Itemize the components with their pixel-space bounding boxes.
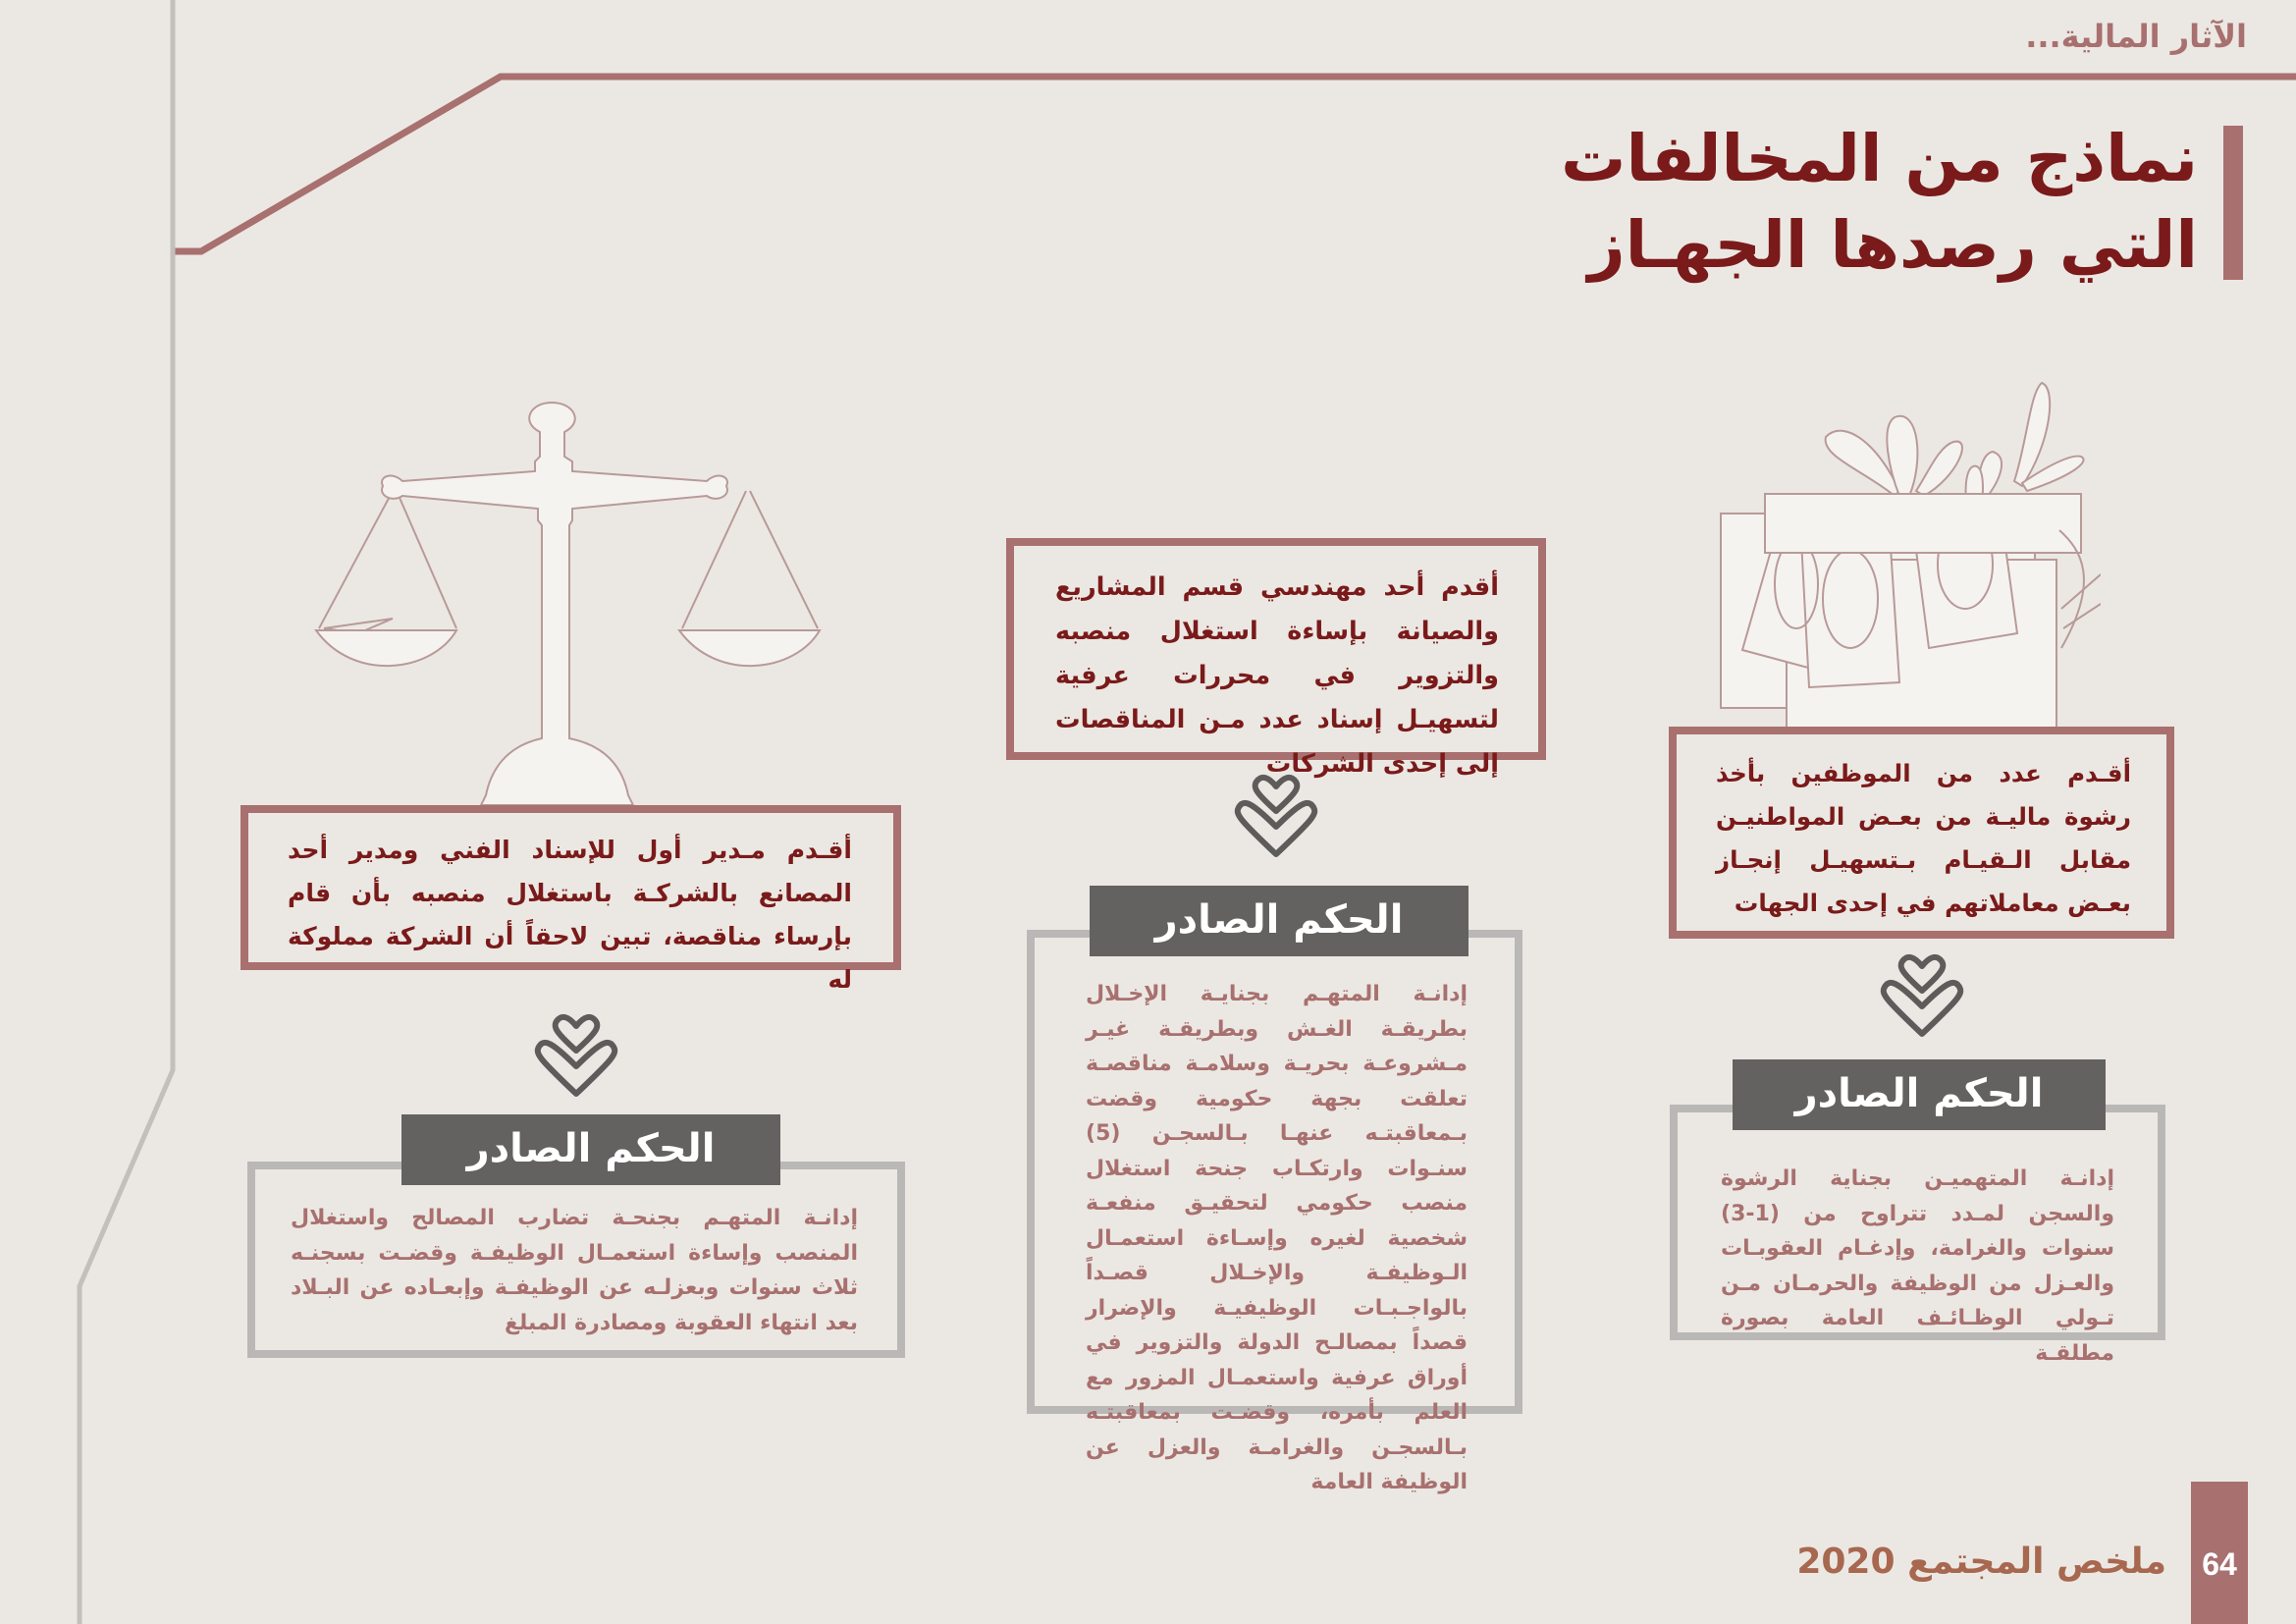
case-1-verdict-box — [1670, 1105, 2165, 1366]
case-3-violation-text: أقـدم مـدير أول للإسناد الفني ومدير أحد المصانع بالشركـة باستغلال منصبه بأن قام بإرساء مناقصة، تبين لاحقاً أن الشركة مملوكة له — [288, 836, 852, 994]
case-2-verdict-header: الحكم الصادر — [1090, 886, 1468, 956]
chevron-down-double-icon — [1229, 768, 1323, 862]
case-3-verdict-box — [247, 1162, 905, 1358]
page-title-line-1: نماذج من المخالفات — [1561, 121, 2198, 196]
case-3-verdict-text: إدانـة المتهـم بجنحـة تضارب المصالح واستغلال المنصب وإساءة استعمـال الوظيفـة وقضـت بسجنـه ثلاث سنوات وبعزلـه عن الوظيفـة وإبعـاده عن البـلاد بعد انتهاء العقوبة ومصادرة المبلغ — [291, 1206, 858, 1335]
chevron-down-double-icon — [529, 1007, 623, 1102]
case-2-verdict-text: إدانـة المتهـم بجنايـة الإخـلال بطريقـة الغـش وبطريقـة غيـر مـشروعـة بحريـة وسلامـة مناقصـة تعلقت بجهة حكومية وقضت بـمعاقبتـه عنهـا بـالسجـن (5) سنـوات وارتكـاب جنحة استغلال منصب حكومي لتحقيـق منفعـة شخصية لغيره وإسـاءة استعمـال الـوظيفـة والإخـلال قصـداً بالواجـبـات الوظيفيـة والإضرار قصداً بمصالـح الدولة والتزوير في أوراق عرفية واستعمـال المزور مع العلم بأمره، وقضـت بمعاقبتـه بـالسجـن والغرامـة والعزل عن الوظيفة العامة — [1086, 982, 1468, 1494]
case-2-violation-text: أقدم أحد مهندسي قسم المشاريع والصيانة بإساءة استغلال منصبه والتزوير في محررات عرفية لتسهيـل إسناد عدد مـن المناقصات إلى إحدى الشركات — [1055, 572, 1499, 779]
case-2-verdict-box — [1027, 930, 1522, 1494]
page-title — [1314, 116, 2198, 289]
case-1-violation-text: أقـدم عدد من الموظفين بأخذ رشوة ماليـة من بعـض المواطنيـن مقابل الـقيـام بـتسهيـل إنجـاز بعـض معاملاتهم في إحدى الجهات — [1716, 759, 2131, 917]
case-3-violation-box — [240, 805, 901, 994]
section-breadcrumb: الآثار المالية... — [2025, 18, 2247, 55]
page-title-line-2: التي رصدها الجهـاز — [1587, 207, 2198, 283]
publication-title: ملخص المجتمع 2020 — [1796, 1542, 2166, 1582]
case-1-verdict-text: إدانـة المتهميـن بجناية الرشوة والسجن لمـدد تتراوح من (1-3) سنوات والغرامة، وإدغـام العقوبـات والعـزل من الوظيفة والحرمـان مـن تـولي الوظـائـف العامة بصورة مطلقـة — [1721, 1166, 2114, 1366]
case-1-verdict-header: الحكم الصادر — [1733, 1059, 2106, 1130]
case-3-verdict-header: الحكم الصادر — [401, 1114, 780, 1185]
page-number: 64 — [2191, 1482, 2248, 1624]
case-2-violation-box — [1006, 538, 1546, 779]
money-box-icon — [1708, 363, 2101, 736]
scales-of-justice-icon — [294, 383, 844, 815]
title-accent-bar — [2223, 126, 2243, 280]
chevron-down-double-icon — [1875, 947, 1969, 1042]
case-1-violation-box — [1669, 727, 2174, 939]
